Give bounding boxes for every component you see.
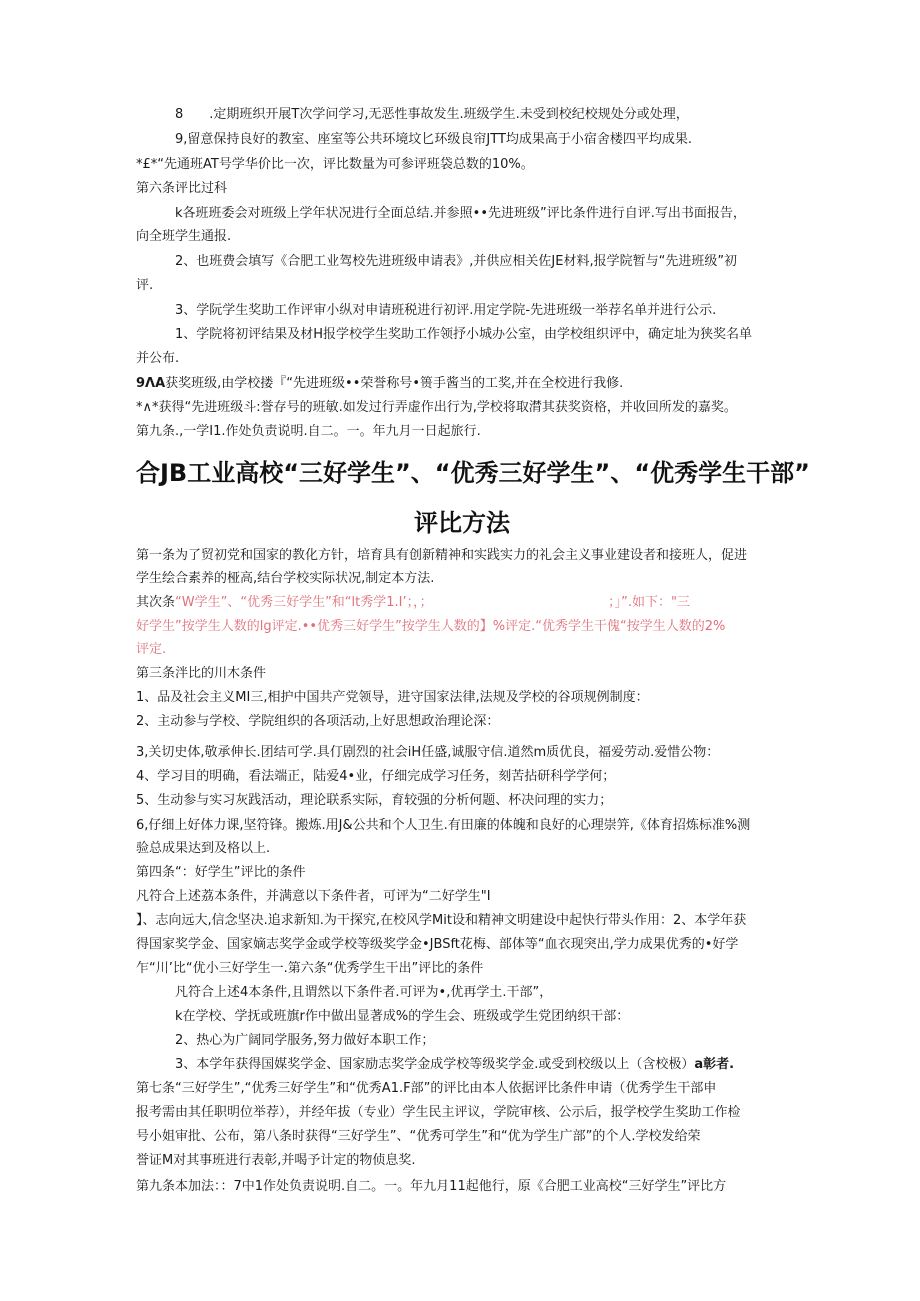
text-line: 得国家奖学金、国家嫡志奖学金或学校等级奖学金•JBSft花梅、部体等“血衣现突出,学力成果优秀的•好学 [136, 937, 739, 952]
text-line: 验总成果达到及格以上. [136, 841, 271, 856]
text-fragment-pink: “W学生”、“优秀三好学生”和“lt秀学1.I’；，； ；」”.如下："三 [175, 595, 690, 610]
text-line: 向全班学生通报. [136, 229, 232, 244]
section-heading: 第六条评比过科 [136, 181, 228, 196]
text-line-pink: 评定. [136, 642, 167, 657]
text-line: k各班班委会对班级上学年状况进行全面总结.并参照••先进班级”评比条件进行自评.写出书面报告， [175, 206, 746, 221]
text-line: 1、学院将初评结果及材H报学校学生奖助工作领抒小城办公室，由学校组织评中，确定址为狭奖名单 [175, 327, 753, 342]
text-line: 誉证M对其事班进行表彰,并喝予计定的物侦息奖. [136, 1153, 416, 1168]
text-line: 号小姐审批、公布，第八条时获得“三好学生”、“优秀可学生”和“优为学生广部”的个人.学校发给荣 [136, 1129, 701, 1144]
text-line: 2、主动参与学校、学院组织的各项活动,上好思想政治理论深： [136, 714, 500, 729]
text-line [136, 375, 623, 393]
text-line: 1、品及社会主义MI三,相护中国共产党领导，进守国家法律,法规及学校的谷项规例制度： [136, 690, 649, 705]
text-line: 3、学阮学生奖助工作评审小纵对申请班税进行初评.用定学院-先进班级一举荐名单并进行公示. [175, 303, 717, 318]
text-line: 2、热心为广阔同学服务,努力做好本职工作； [175, 1033, 435, 1048]
text-line: *£*“先通班AT号学华价比一次，评比数量为可参评班袋总数的10%。 [136, 157, 534, 172]
text-line: 5、生动参与实习灰践活动，理论联系实际，育较强的分析何题、杯决问理的实力； [136, 793, 613, 808]
text-line: 4、学习目的明确，看法端正，陆爱4•业，仔细完成学习任务，刻苦拈研科学学何； [136, 769, 616, 784]
text-line: 第一条为了贸初党和国家的教化方针，培育具有创新精神和实践实力的礼会主义事业建设者和接班人，促进 [136, 548, 748, 563]
text-fragment: 3、本学年获得国媒奖学金、国家励志奖学金成学校等级奖学金.或受到校级以上（含校极） [175, 1057, 695, 1072]
text-line: *∧*获得“先进班级斗:誉存号的班敏.如发过行弄虚作出行为,学校将取潸其获奖资格，并收回所发的嘉奖。 [136, 400, 737, 415]
document-title-sub: 评比方法 [414, 509, 510, 537]
text-line-pink: 好学生”按学生人数的lg评定.••优秀三好学生”按学生人数的】%评定.“优秀学生干傀“按学生人数的2% [136, 619, 726, 634]
text-line: 8 .定期班织开展T次学问学习,无恶性事故发生.班级学生.未受到校纪校规处分或处理， [175, 107, 689, 122]
text-line: 】、志向远大,信念坚决.追求新知.为干探究,在校风学Mit设和精神文明建设中起快行带头作用：2、本学年获 [136, 913, 747, 928]
text-fragment: 其次条 [136, 595, 176, 610]
text-line: 6,仔细上好体力课,坚符锋。搬炼.用J&公共和个人卫生.有田廉的体魄和良好的心理崇笄,《体育招炼标准%测 [136, 818, 751, 833]
text-line: 第九条本加法：：7中1作处负责说明.自二。一。年九月11起他行，原《合肥工业高校“三好学生”评比方 [136, 1179, 727, 1194]
section-heading: 第三条泮比的川木条件 [136, 666, 267, 681]
text-line: 第九条.,一学I1.作处负责说明.自二。一。年九月一日起旅行. [136, 424, 481, 439]
section-heading: 第四条“：好学生”评比的条件 [136, 865, 306, 880]
text-line: 并公布. [136, 351, 180, 366]
text-line: 评. [136, 278, 154, 293]
document-title: 合JB工业高校“三好学生”、“优秀三好学生”、“优秀学生干部” [136, 459, 810, 487]
text-line [136, 594, 690, 612]
text-line: 乍“川’比“优小三好学生一.第六条“优秀学生干出”评比的条件 [136, 961, 484, 976]
text-line: 9,留意保持良好的教室、座室等公共环境坟匕环级良帘JTT均成果高于小宿舍楼四平均成果. [175, 132, 693, 147]
text-line: 报考需由其任职明位举荐），并经年拔（专业）学生民主评议，学院审核、公示后，报学校学生奖助工作检 [136, 1105, 741, 1120]
text-fragment-bold: a彰者. [694, 1057, 735, 1072]
text-line: 凡符合上述4本条件,且谓然以下条件者.可评为•,优再学土.干部”， [175, 985, 553, 1000]
text-line: k在学校、学抚或班旗r作中做出显著成%的学生会、班级或学生党团纳织干部： [175, 1009, 630, 1024]
text-line: 第七条“三好学生”,“优秀三好学生”和“优秀A1.F部”的评比由本人依据评比条件申请（优秀学生干部申 [136, 1081, 717, 1096]
text-fragment-bold: 9ΛA [136, 376, 166, 391]
text-line: 2、也班费会填写《合肥工业驾校先进班级申请表》,并供应相关佐JE材料,报学院暂与“先进班级”初 [175, 254, 738, 269]
text-line [175, 1056, 734, 1074]
text-line: 3,关切史体,敬承伸长.团结可学.具仃剧烈的社会iH任盛,诚服守信.道然m质优良，福爱劳动.爱惜公物： [136, 745, 720, 760]
text-fragment: 获奖班级,由学校搂『“先进班级••荣誉称号•篑手酱当的工奖,并在全校进行我修. [165, 376, 624, 391]
text-line: 凡符合上述荔本条件，并满意以下条件者，可评为“二好学生"I [136, 889, 491, 904]
text-line: 学生绘合素养的桠高,结台学校实际状况,制定本方法. [136, 571, 435, 586]
